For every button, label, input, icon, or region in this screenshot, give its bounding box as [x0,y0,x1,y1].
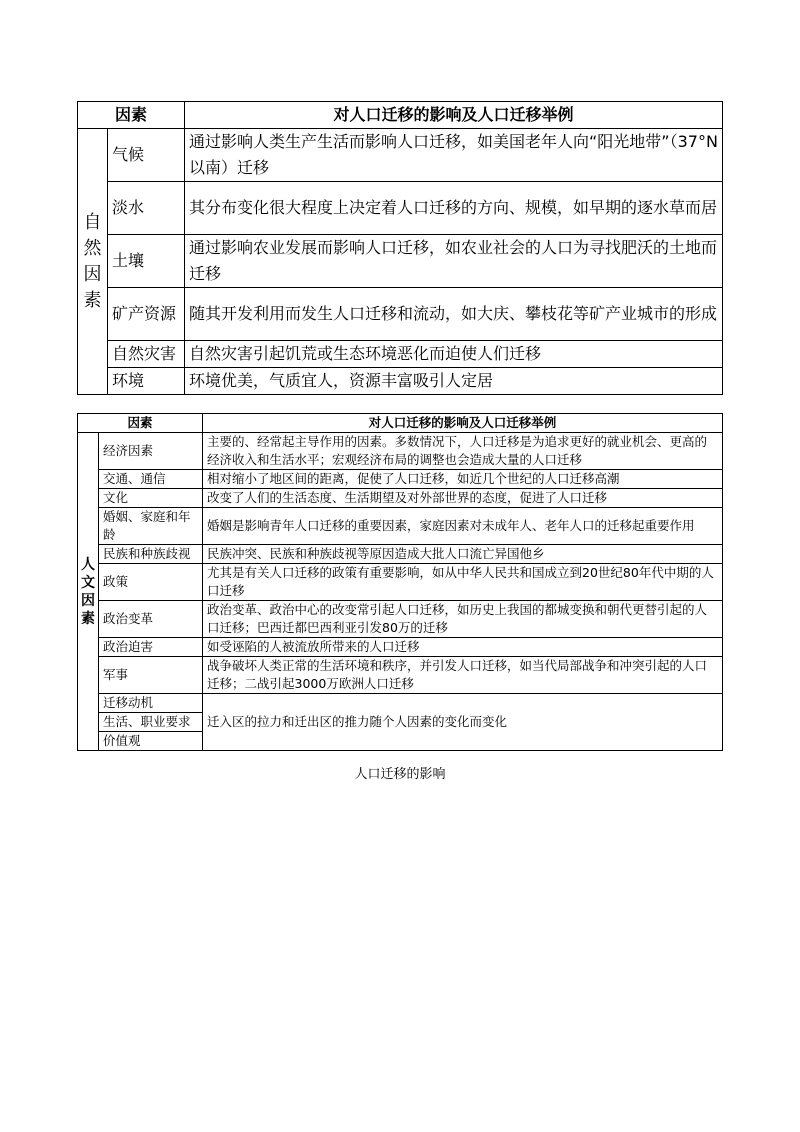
desc-cell: 随其开发利用而发生人口迁移和流动，如大庆、攀枝花等矿产业城市的形成 [185,288,723,341]
desc-cell: 尤其是有关人口迁移的政策有重要影响，如从中华人民共和国成立到20世纪80年代中期的人口迁移 [203,564,723,601]
figure-caption: 人口迁移的影响 [354,767,446,782]
table-row [78,433,723,470]
desc-cell: 战争破坏人类正常的生活环境和秩序，并引发人口迁移，如当代局部战争和冲突引起的人口迁移；二战引起3000万欧洲人口迁移 [203,657,723,694]
desc-cell: 改变了人们的生活态度、生活期望及对外部世界的态度，促进了人口迁移 [203,489,723,508]
natural-factors-table [77,101,723,395]
factor-cell: 气候 [108,129,185,182]
header-impact: 对人口迁移的影响及人口迁移举例 [203,414,723,433]
factor-cell: 民族和种族歧视 [99,545,203,564]
factor-cell: 环境 [108,368,185,395]
table-row [78,288,723,341]
table-header-row [78,414,723,433]
header-factor: 因素 [78,102,185,129]
desc-cell: 迁入区的拉力和迁出区的推力随个人因素的变化而变化 [203,694,723,751]
table-row [78,368,723,395]
header-factor: 因素 [78,414,203,433]
header-impact: 对人口迁移的影响及人口迁移举例 [185,102,723,129]
table-row [78,470,723,489]
desc-cell: 如受诬陷的人被流放所带来的人口迁移 [203,638,723,657]
factor-cell: 文化 [99,489,203,508]
table-row [78,545,723,564]
factor-cell: 政策 [99,564,203,601]
desc-cell: 通过影响农业发展而影响人口迁移，如农业社会的人口为寻找肥沃的土地而迁移 [185,235,723,288]
factor-cell: 淡水 [108,182,185,235]
desc-cell: 通过影响人类生产生活而影响人口迁移，如美国老年人向“阳光地带”（37°N以南）迁移 [185,129,723,182]
factor-cell: 经济因素 [99,433,203,470]
table-row [78,564,723,601]
factor-cell: 生活、职业要求 [99,713,203,732]
desc-cell: 民族冲突、民族和种族歧视等原因造成大批人口流亡异国他乡 [203,545,723,564]
factor-cell: 土壤 [108,235,185,288]
table-row [78,182,723,235]
table-row [78,235,723,288]
table-row [78,489,723,508]
table-row [78,508,723,545]
factor-cell: 军事 [99,657,203,694]
table-row [78,657,723,694]
table-header-row [78,102,723,129]
factor-cell: 矿产资源 [108,288,185,341]
factor-cell: 迁移动机 [99,694,203,713]
desc-cell: 其分布变化很大程度上决定着人口迁移的方向、规模，如早期的逐水草而居 [185,182,723,235]
factor-cell: 交通、通信 [99,470,203,489]
table-row [78,129,723,182]
desc-cell: 环境优美，气质宜人，资源丰富吸引人定居 [185,368,723,395]
table-row [78,341,723,368]
desc-cell: 相对缩小了地区间的距离，促使了人口迁移，如近几个世纪的人口迁移高潮 [203,470,723,489]
desc-cell: 自然灾害引起饥荒或生态环境恶化而迫使人们迁移 [185,341,723,368]
table-row [78,694,723,713]
table-row [78,638,723,657]
human-factors-table [77,413,723,751]
factor-cell: 政治变革 [99,601,203,638]
category-natural: 自 然 因 素 [78,129,108,395]
factor-cell: 政治迫害 [99,638,203,657]
desc-cell: 主要的、经常起主导作用的因素。多数情况下，人口迁移是为追求更好的就业机会、更高的经济收入和生活水平；宏观经济布局的调整也会造成大量的人口迁移 [203,433,723,470]
desc-cell: 政治变革、政治中心的改变常引起人口迁移，如历史上我国的都城变换和朝代更替引起的人口迁移；巴西迁都巴西利亚引发80万的迁移 [203,601,723,638]
desc-cell: 婚姻是影响青年人口迁移的重要因素，家庭因素对未成年人、老年人口的迁移起重要作用 [203,508,723,545]
category-human: 人 文 因 素 [78,433,99,751]
table-row [78,601,723,638]
factor-cell: 自然灾害 [108,341,185,368]
factor-cell: 婚姻、家庭和年龄 [99,508,203,545]
factor-cell: 价值观 [99,732,203,751]
